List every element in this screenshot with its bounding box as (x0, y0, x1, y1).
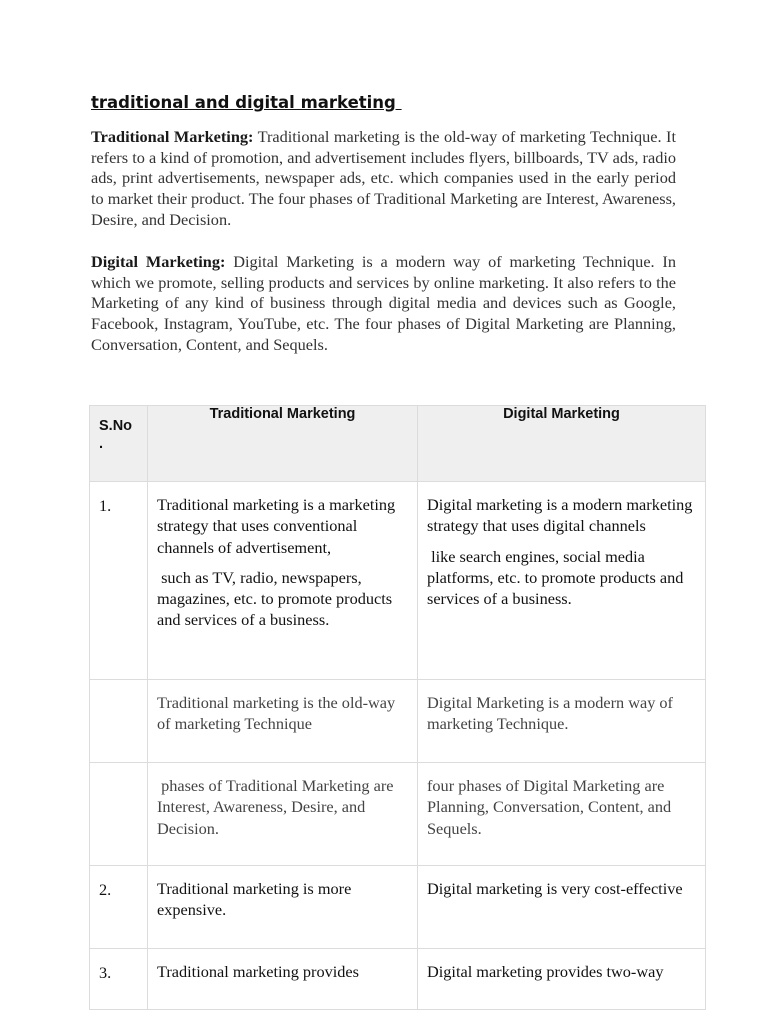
table-header-row (90, 406, 706, 482)
cell-text: Traditional marketing is more expensive. (157, 879, 352, 920)
cell-text: phases of Traditional Marketing are Interest, Awareness, Desire, and Decision. (157, 776, 398, 838)
row-digital-cell (418, 680, 706, 763)
cell-text: Digital marketing is a modern marketing strategy that uses digital channels (427, 495, 693, 536)
row-digital-cell (418, 763, 706, 866)
header-traditional-marketing: Traditional Marketing (148, 406, 418, 482)
row-sno: 1. (90, 482, 148, 680)
row-sno (90, 680, 148, 763)
cell-text: like search engines, social media platforms, etc. to promote products and services of a business. (427, 546, 688, 609)
row-digital-cell (418, 866, 706, 949)
document-title: traditional and digital marketing (91, 93, 402, 112)
row-traditional-cell (148, 866, 418, 949)
table-row (90, 763, 706, 866)
header-sno-text: S.No . (99, 418, 133, 452)
cell-text: Traditional marketing is a marketing strategy that uses conventional channels of advertisement, (157, 495, 396, 557)
header-digital-marketing: Digital Marketing (418, 406, 706, 482)
row-traditional-cell (148, 482, 418, 680)
digital-marketing-label: Digital Marketing: (91, 252, 226, 271)
row-digital-cell (418, 949, 706, 1010)
traditional-marketing-label: Traditional Marketing: (91, 127, 254, 146)
row-sno: 3. (90, 949, 148, 1010)
traditional-marketing-text: Traditional marketing is the old-way of marketing Technique. It refers to a kind of promotion, and advertisement includes flyers, billboards, TV ads, radio ads, print advertisements, newspaper ads, etc. which companies used in the early period to market their product. The four phases of Traditional Marketing are Interest, Awareness, Desire, and Decision. (91, 127, 676, 229)
cell-text: Traditional marketing is the old-way of marketing Technique (157, 693, 396, 734)
table-row (90, 680, 706, 763)
digital-marketing-paragraph (91, 252, 676, 356)
row-traditional-cell (148, 949, 418, 1010)
cell-text: Digital marketing provides two-way (427, 962, 664, 981)
row-digital-cell (418, 482, 706, 680)
cell-text: Digital marketing is very cost-effective (427, 879, 683, 898)
traditional-marketing-paragraph (91, 127, 676, 231)
cell-text: Traditional marketing provides (157, 962, 359, 981)
cell-text: such as TV, radio, newspapers, magazines, etc. to promote products and services of a business. (157, 567, 397, 630)
cell-text: Digital Marketing is a modern way of marketing Technique. (427, 693, 673, 734)
header-sno (90, 406, 148, 482)
cell-text: four phases of Digital Marketing are Planning, Conversation, Content, and Sequels. (427, 776, 672, 838)
digital-marketing-text: Digital Marketing is a modern way of marketing Technique. In which we promote, selling products and services by online marketing. It also refers to the Marketing of any kind of business through digital media and devices such as Google, Facebook, Instagram, YouTube, etc. The four phases of Digital Marketing are Planning, Conversation, Content, and Sequels. (91, 252, 676, 354)
table-row (90, 866, 706, 949)
row-traditional-cell (148, 680, 418, 763)
row-sno (90, 763, 148, 866)
table-row (90, 949, 706, 1010)
comparison-table (89, 405, 706, 1010)
table-row (90, 482, 706, 680)
row-sno: 2. (90, 866, 148, 949)
row-traditional-cell (148, 763, 418, 866)
